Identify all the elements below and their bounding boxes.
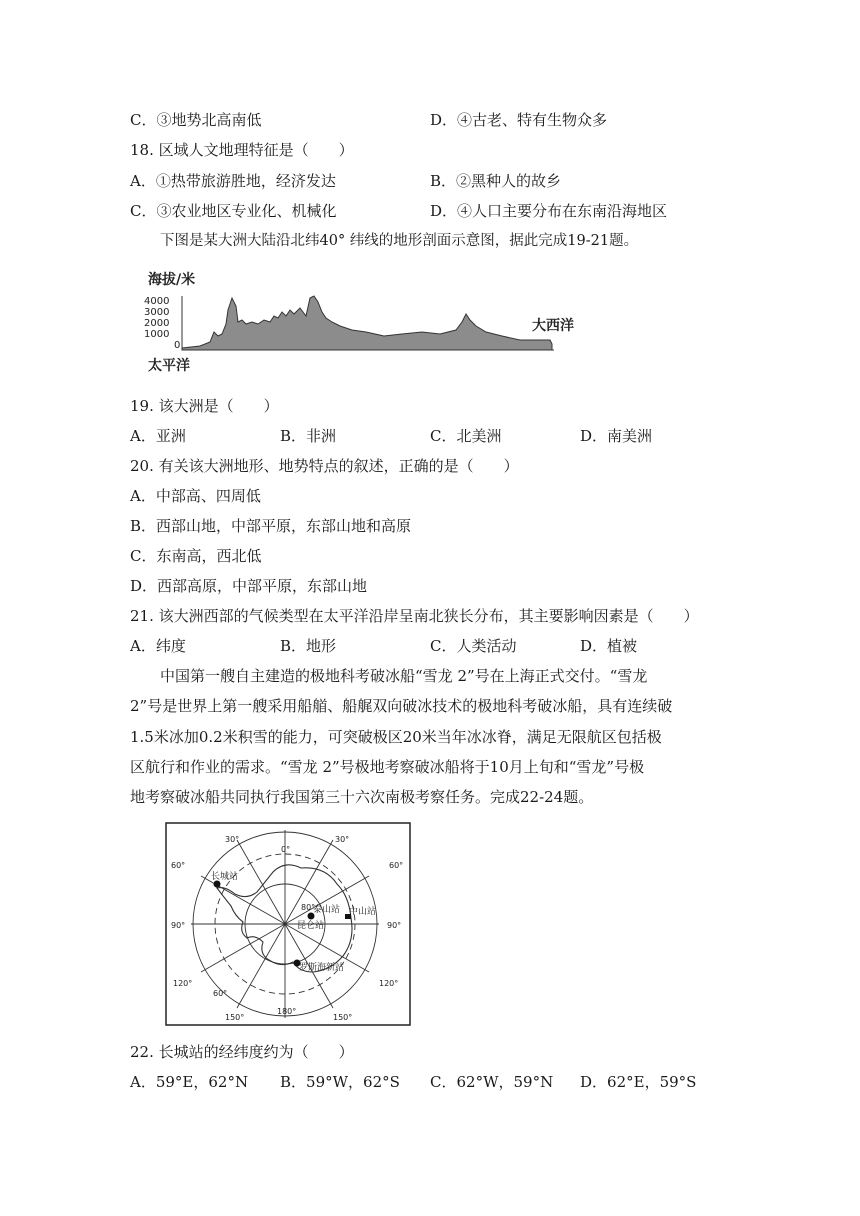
q19-option-d: D．南美洲 (580, 427, 653, 445)
q22-option-d: D．62°E，59°S (580, 1073, 697, 1091)
lon-label-60e: 60° (389, 861, 404, 870)
lon-label-180: 180° (277, 1007, 297, 1016)
q21-option-a: A．纬度 (130, 637, 186, 655)
passage-line-2: 2”号是世界上第一艘采用船艏、船艉双向破冰技术的极地科考破冰船，具有连续破 (130, 697, 673, 715)
q22-stem: 22. 长城站的经纬度约为（ ） (130, 1043, 354, 1061)
lon-label-30e: 30° (335, 835, 350, 844)
q22-option-b: B．59°W，62°S (280, 1073, 400, 1091)
lat-label-60: 60° (213, 989, 228, 998)
q18-option-c: C．③农业地区专业化、机械化 (130, 202, 337, 220)
passage-line-5: 地考察破冰船共同执行我国第三十六次南极考察任务。完成22-24题。 (130, 788, 594, 806)
q19-option-b: B．非洲 (280, 427, 337, 445)
profile-tick-0: 0 (174, 340, 181, 351)
terrain-profile-figure (140, 262, 580, 380)
lon-label-150w: 150° (225, 1013, 245, 1022)
profile-tick-2000: 2000 (144, 318, 170, 329)
profile-ylabel: 海拔/米 (148, 272, 196, 288)
lon-label-90w: 90° (171, 921, 186, 930)
station-changcheng-label: 长城站 (211, 872, 239, 882)
profile-left-label: 太平洋 (148, 358, 190, 374)
lon-label-60w: 60° (171, 861, 186, 870)
station-luosihai-label: 罗斯海新站 (299, 963, 345, 973)
q21-option-b: B．地形 (280, 637, 337, 655)
station-taishan-label: 泰山站 (313, 905, 341, 915)
q21-stem: 21. 该大洲西部的气候类型在太平洋沿岸呈南北狭长分布，其主要影响因素是（ ） (130, 607, 699, 625)
q22-option-c: C．62°W，59°N (430, 1073, 554, 1091)
q17-option-d: D．④古老、特有生物众多 (430, 111, 608, 129)
q22-option-a: A．59°E，62°N (130, 1073, 249, 1091)
profile-tick-1000: 1000 (144, 329, 170, 340)
lon-label-30w: 30° (225, 835, 240, 844)
lon-label-90e: 90° (387, 921, 402, 930)
q18-option-a: A．①热带旅游胜地，经济发达 (130, 172, 336, 190)
profile-right-label: 大西洋 (532, 318, 574, 334)
profile-tick-4000: 4000 (144, 296, 170, 307)
passage-line-3: 1.5米冰加0.2米积雪的能力，可突破极区20米当年冰冰脊，满足无限航区包括极 (130, 728, 662, 746)
q21-option-c: C．人类活动 (430, 637, 517, 655)
passage-line-1: 中国第一艘自主建造的极地科考破冰船“雪龙 2”号在上海正式交付。“雪龙 (160, 667, 648, 685)
antarctic-polar-map (165, 822, 411, 1026)
q17-option-c: C．③地势北高南低 (130, 111, 262, 129)
lat-label-80: 80° (301, 903, 316, 912)
q20-stem: 20. 有关该大洲地形、地势特点的叙述，正确的是（ ） (130, 457, 519, 475)
q18-option-b: B．②黑种人的故乡 (430, 172, 562, 190)
lon-label-0: 0° (281, 845, 291, 854)
q19-stem: 19. 该大洲是（ ） (130, 397, 279, 415)
q20-option-a: A．中部高、四周低 (130, 487, 261, 505)
passage-line-4: 区航行和作业的需求。“雪龙 2”号极地考察破冰船将于10月上旬和“雪龙”号极 (130, 758, 645, 776)
q20-option-d: D．西部高原，中部平原，东部山地 (130, 577, 368, 595)
q20-option-c: C．东南高，西北低 (130, 547, 262, 565)
lon-label-120e: 120° (379, 979, 399, 988)
q18-option-d: D．④人口主要分布在东南沿海地区 (430, 202, 668, 220)
station-kunlun-label: 昆仑站 (297, 921, 325, 931)
station-zhongshan-label: 中山站 (349, 907, 377, 917)
q19-option-a: A．亚洲 (130, 427, 186, 445)
terrain-silhouette (182, 296, 552, 350)
q21-option-d: D．植被 (580, 637, 638, 655)
intro-19-21: 下图是某大洲大陆沿北纬40° 纬线的地形剖面示意图，据此完成19-21题。 (160, 233, 639, 249)
q20-option-b: B．西部山地，中部平原，东部山地和高原 (130, 517, 412, 535)
lon-label-150e: 150° (333, 1013, 353, 1022)
q18-stem: 18. 区域人文地理特征是（ ） (130, 141, 354, 159)
profile-tick-3000: 3000 (144, 307, 170, 318)
lon-label-120w: 120° (173, 979, 193, 988)
q19-option-c: C．北美洲 (430, 427, 502, 445)
